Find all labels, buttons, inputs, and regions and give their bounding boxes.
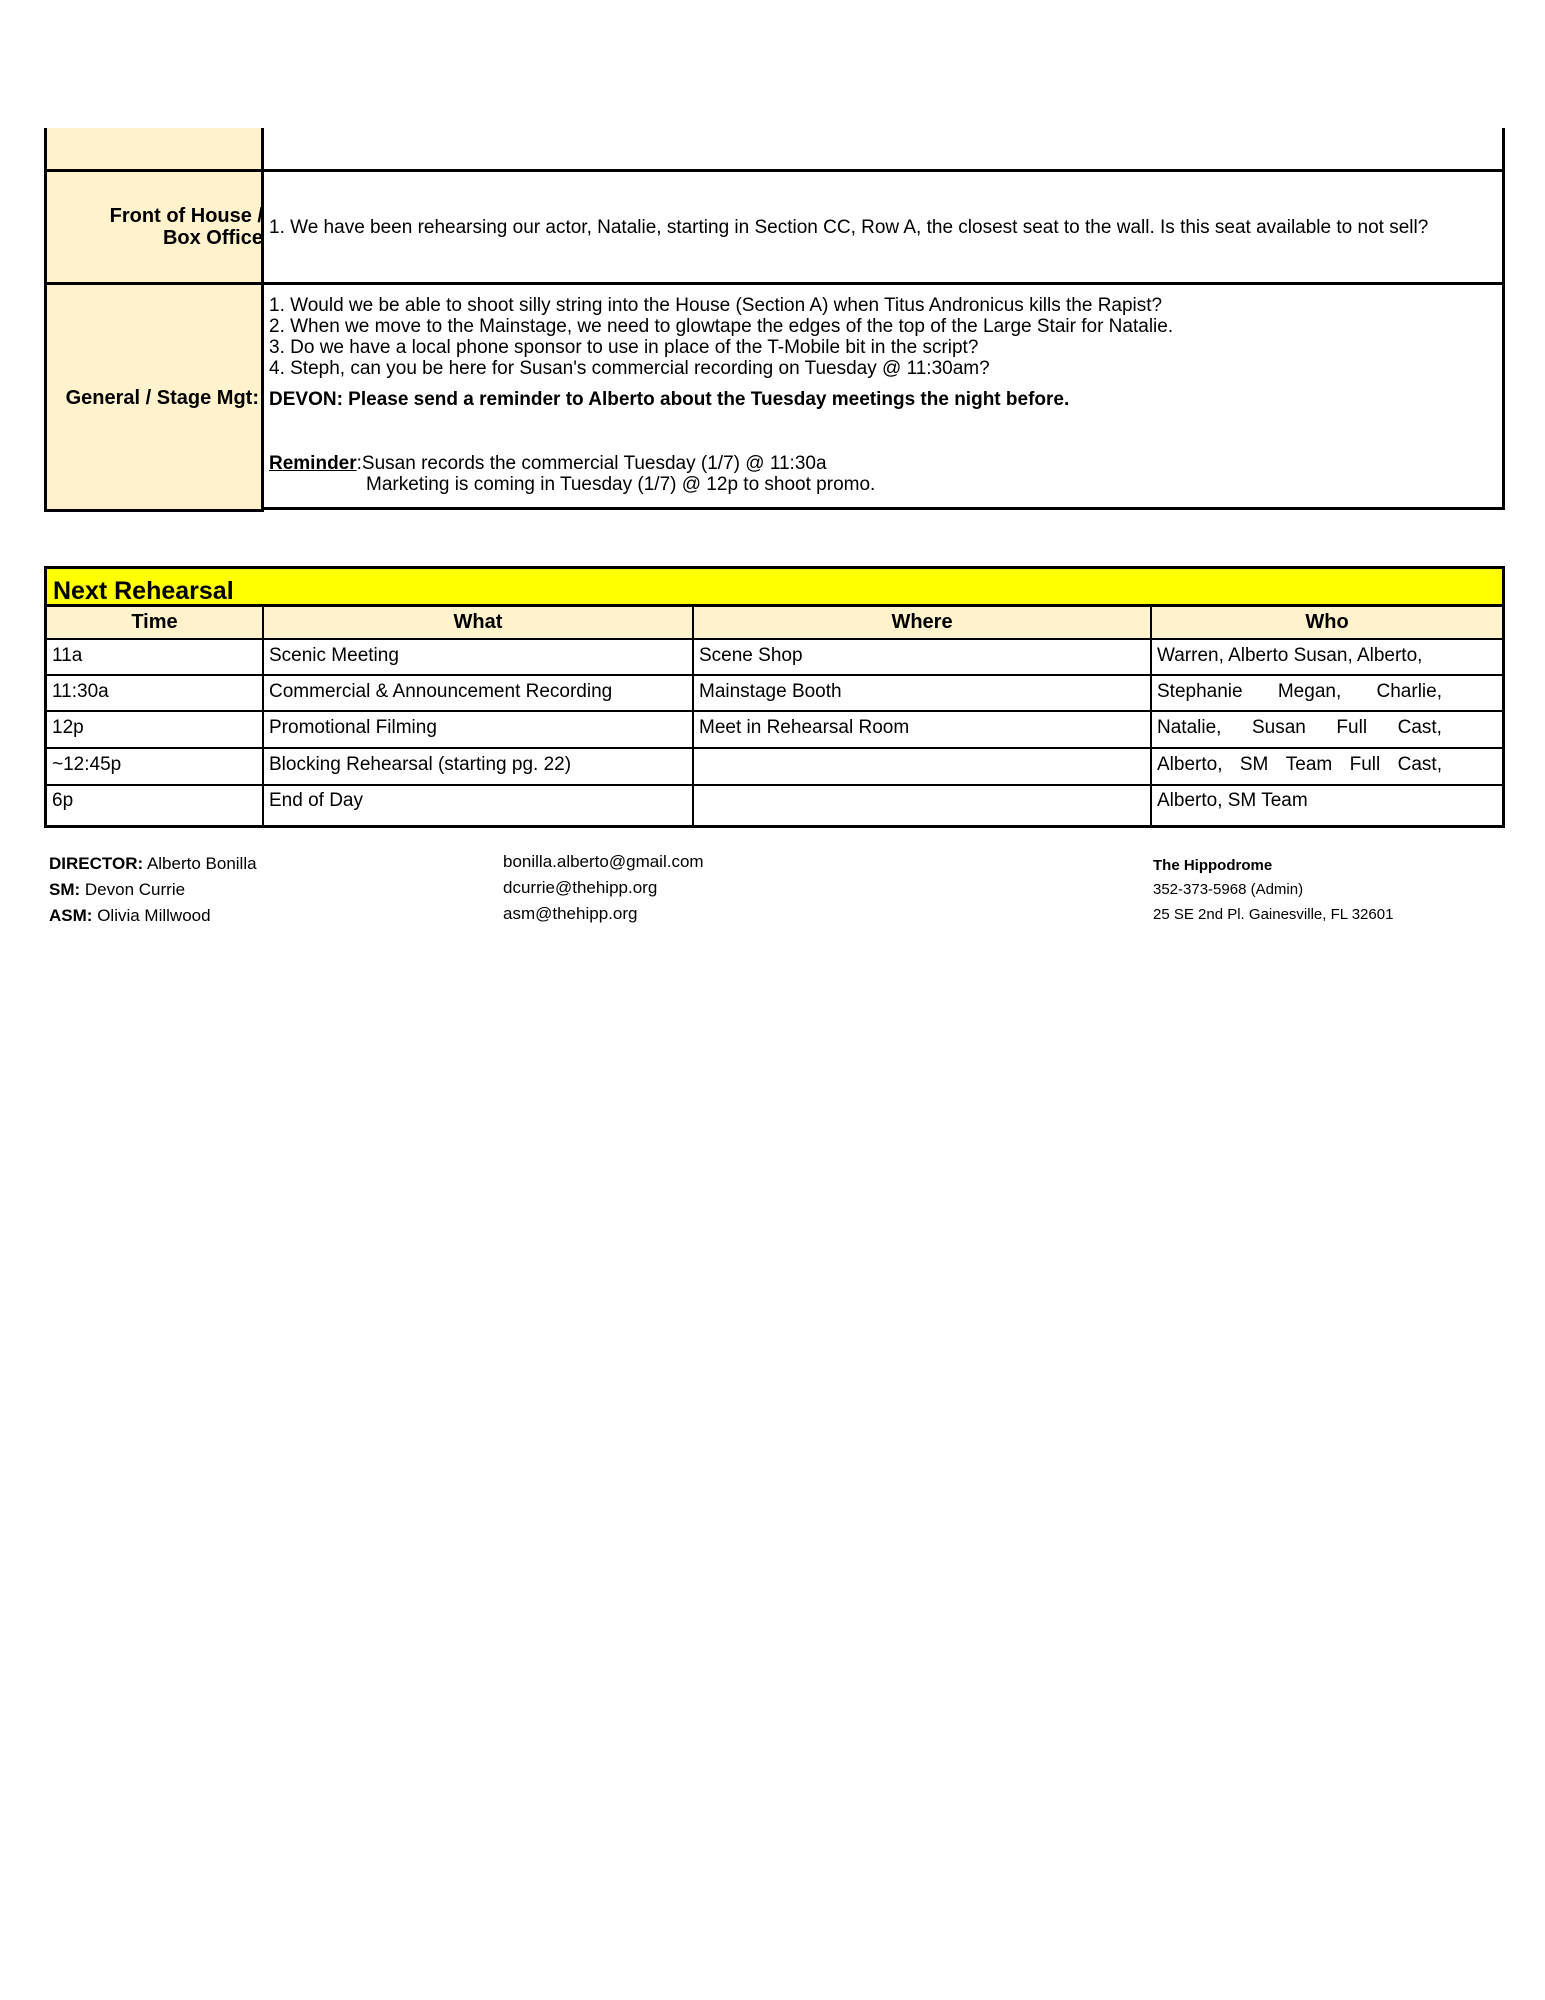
director-line — [49, 854, 257, 874]
notes-table — [44, 134, 1505, 514]
next-rehearsal-title-bar — [47, 569, 1502, 607]
sm-label: SM: — [49, 880, 81, 899]
venue-phone: 352-373-5968 (Admin) — [1153, 881, 1304, 898]
reminder-label: Reminder — [269, 453, 357, 474]
venue-address: 25 SE 2nd Pl. Gainesville, FL 32601 — [1153, 906, 1394, 923]
row-divider-header — [47, 638, 1502, 640]
header-time: Time — [47, 607, 262, 638]
director-label: DIRECTOR: — [49, 854, 144, 873]
next-rehearsal-title: Next Rehearsal — [53, 577, 234, 605]
row-5-who: Alberto, SM Team — [1157, 790, 1308, 811]
row-divider-1 — [47, 674, 1502, 676]
row-2-who-word-1: Stephanie — [1157, 681, 1243, 702]
general-note-4: 4. Steph, can you be here for Susan's commercial recording on Tuesday @ 11:30am? — [269, 358, 990, 379]
asm-label: ASM: — [49, 906, 93, 925]
front-of-house-note-1: 1. We have been rehearsing our actor, Natalie, starting in Section CC, Row A, the closest seat to the wall. Is this seat available to not sell? — [269, 217, 1429, 238]
row-4-who-word-5: Cast, — [1397, 754, 1442, 775]
row-divider-2 — [47, 710, 1502, 712]
row-2-where: Mainstage Booth — [699, 681, 842, 702]
row-divider-4 — [47, 784, 1502, 786]
row-4-who-word-2: SM — [1239, 754, 1269, 775]
sm-email[interactable]: dcurrie@thehipp.org — [503, 878, 658, 897]
front-of-house-content-cell — [261, 169, 1505, 285]
sm-line — [49, 880, 185, 900]
row-3-who — [1157, 717, 1502, 739]
header-who: Who — [1152, 607, 1502, 638]
row-3-where: Meet in Rehearsal Room — [699, 717, 910, 738]
row-3-who-word-1: Natalie, — [1157, 717, 1222, 738]
sm-name: Devon Currie — [84, 880, 186, 899]
row-2-who-word-3: Charlie, — [1376, 681, 1442, 702]
header-where: Where — [694, 607, 1150, 638]
row-3-who-word-3: Full — [1336, 717, 1368, 738]
general-note-2: 2. When we move to the Mainstage, we need to glowtape the edges of the top of the Large Stair for Natalie. — [269, 316, 1174, 337]
box-office-label: Box Office — [162, 227, 263, 249]
director-email[interactable]: bonilla.alberto@gmail.com — [503, 852, 704, 871]
row-1-where: Scene Shop — [699, 645, 803, 666]
row-4-who-word-4: Full — [1349, 754, 1381, 775]
row-4-what: Blocking Rehearsal (starting pg. 22) — [269, 754, 572, 775]
row-3-who-word-2: Susan — [1251, 717, 1306, 738]
prev-row-content-cell — [261, 128, 1505, 172]
row-1-time: 11a — [52, 645, 83, 666]
reminder-line-2: Marketing is coming in Tuesday (1/7) @ 12p to shoot promo. — [366, 474, 876, 495]
row-3-time: 12p — [52, 717, 84, 738]
row-5-what: End of Day — [269, 790, 363, 811]
devon-reminder-note: DEVON: Please send a reminder to Alberto about the Tuesday meetings the night before. — [269, 389, 1070, 410]
row-5-time: 6p — [52, 790, 74, 811]
general-label-cell — [44, 282, 264, 512]
row-3-what: Promotional Filming — [269, 717, 437, 738]
front-of-house-label: Front of House / — [109, 205, 263, 227]
row-4-who-word-3: Team — [1285, 754, 1333, 775]
venue-name: The Hippodrome — [1153, 857, 1273, 874]
director-name: Alberto Bonilla — [146, 854, 257, 873]
general-stage-mgt-label: General / Stage Mgt: — [65, 387, 259, 409]
general-content-cell — [261, 282, 1505, 510]
row-4-who — [1157, 754, 1502, 776]
prev-row-label-cell — [44, 128, 264, 172]
row-2-who-word-2: Megan, — [1277, 681, 1342, 702]
row-4-who-word-1: Alberto, — [1157, 754, 1223, 775]
row-divider-3 — [47, 747, 1502, 749]
reminder-text-1: :Susan records the commercial Tuesday (1/7) @ 11:30a — [356, 453, 827, 474]
row-1-what: Scenic Meeting — [269, 645, 399, 666]
row-2-time: 11:30a — [52, 681, 109, 702]
row-1-who: Warren, Alberto Susan, Alberto, — [1157, 645, 1423, 666]
next-rehearsal-table — [44, 566, 1505, 828]
row-3-who-word-4: Cast, — [1397, 717, 1442, 738]
reminder-line-1 — [269, 453, 827, 474]
row-2-who — [1157, 681, 1502, 703]
header-what: What — [264, 607, 692, 638]
asm-name: Olivia Millwood — [97, 906, 211, 925]
asm-line — [49, 906, 211, 926]
general-note-3: 3. Do we have a local phone sponsor to use in place of the T-Mobile bit in the script? — [269, 337, 979, 358]
row-4-time: ~12:45p — [52, 754, 122, 775]
general-note-1: 1. Would we be able to shoot silly string into the House (Section A) when Titus Andronicus kills the Rapist? — [269, 295, 1163, 316]
front-of-house-label-cell — [44, 169, 264, 285]
row-2-what: Commercial & Announcement Recording — [269, 681, 613, 702]
asm-email[interactable]: asm@thehipp.org — [503, 904, 638, 923]
